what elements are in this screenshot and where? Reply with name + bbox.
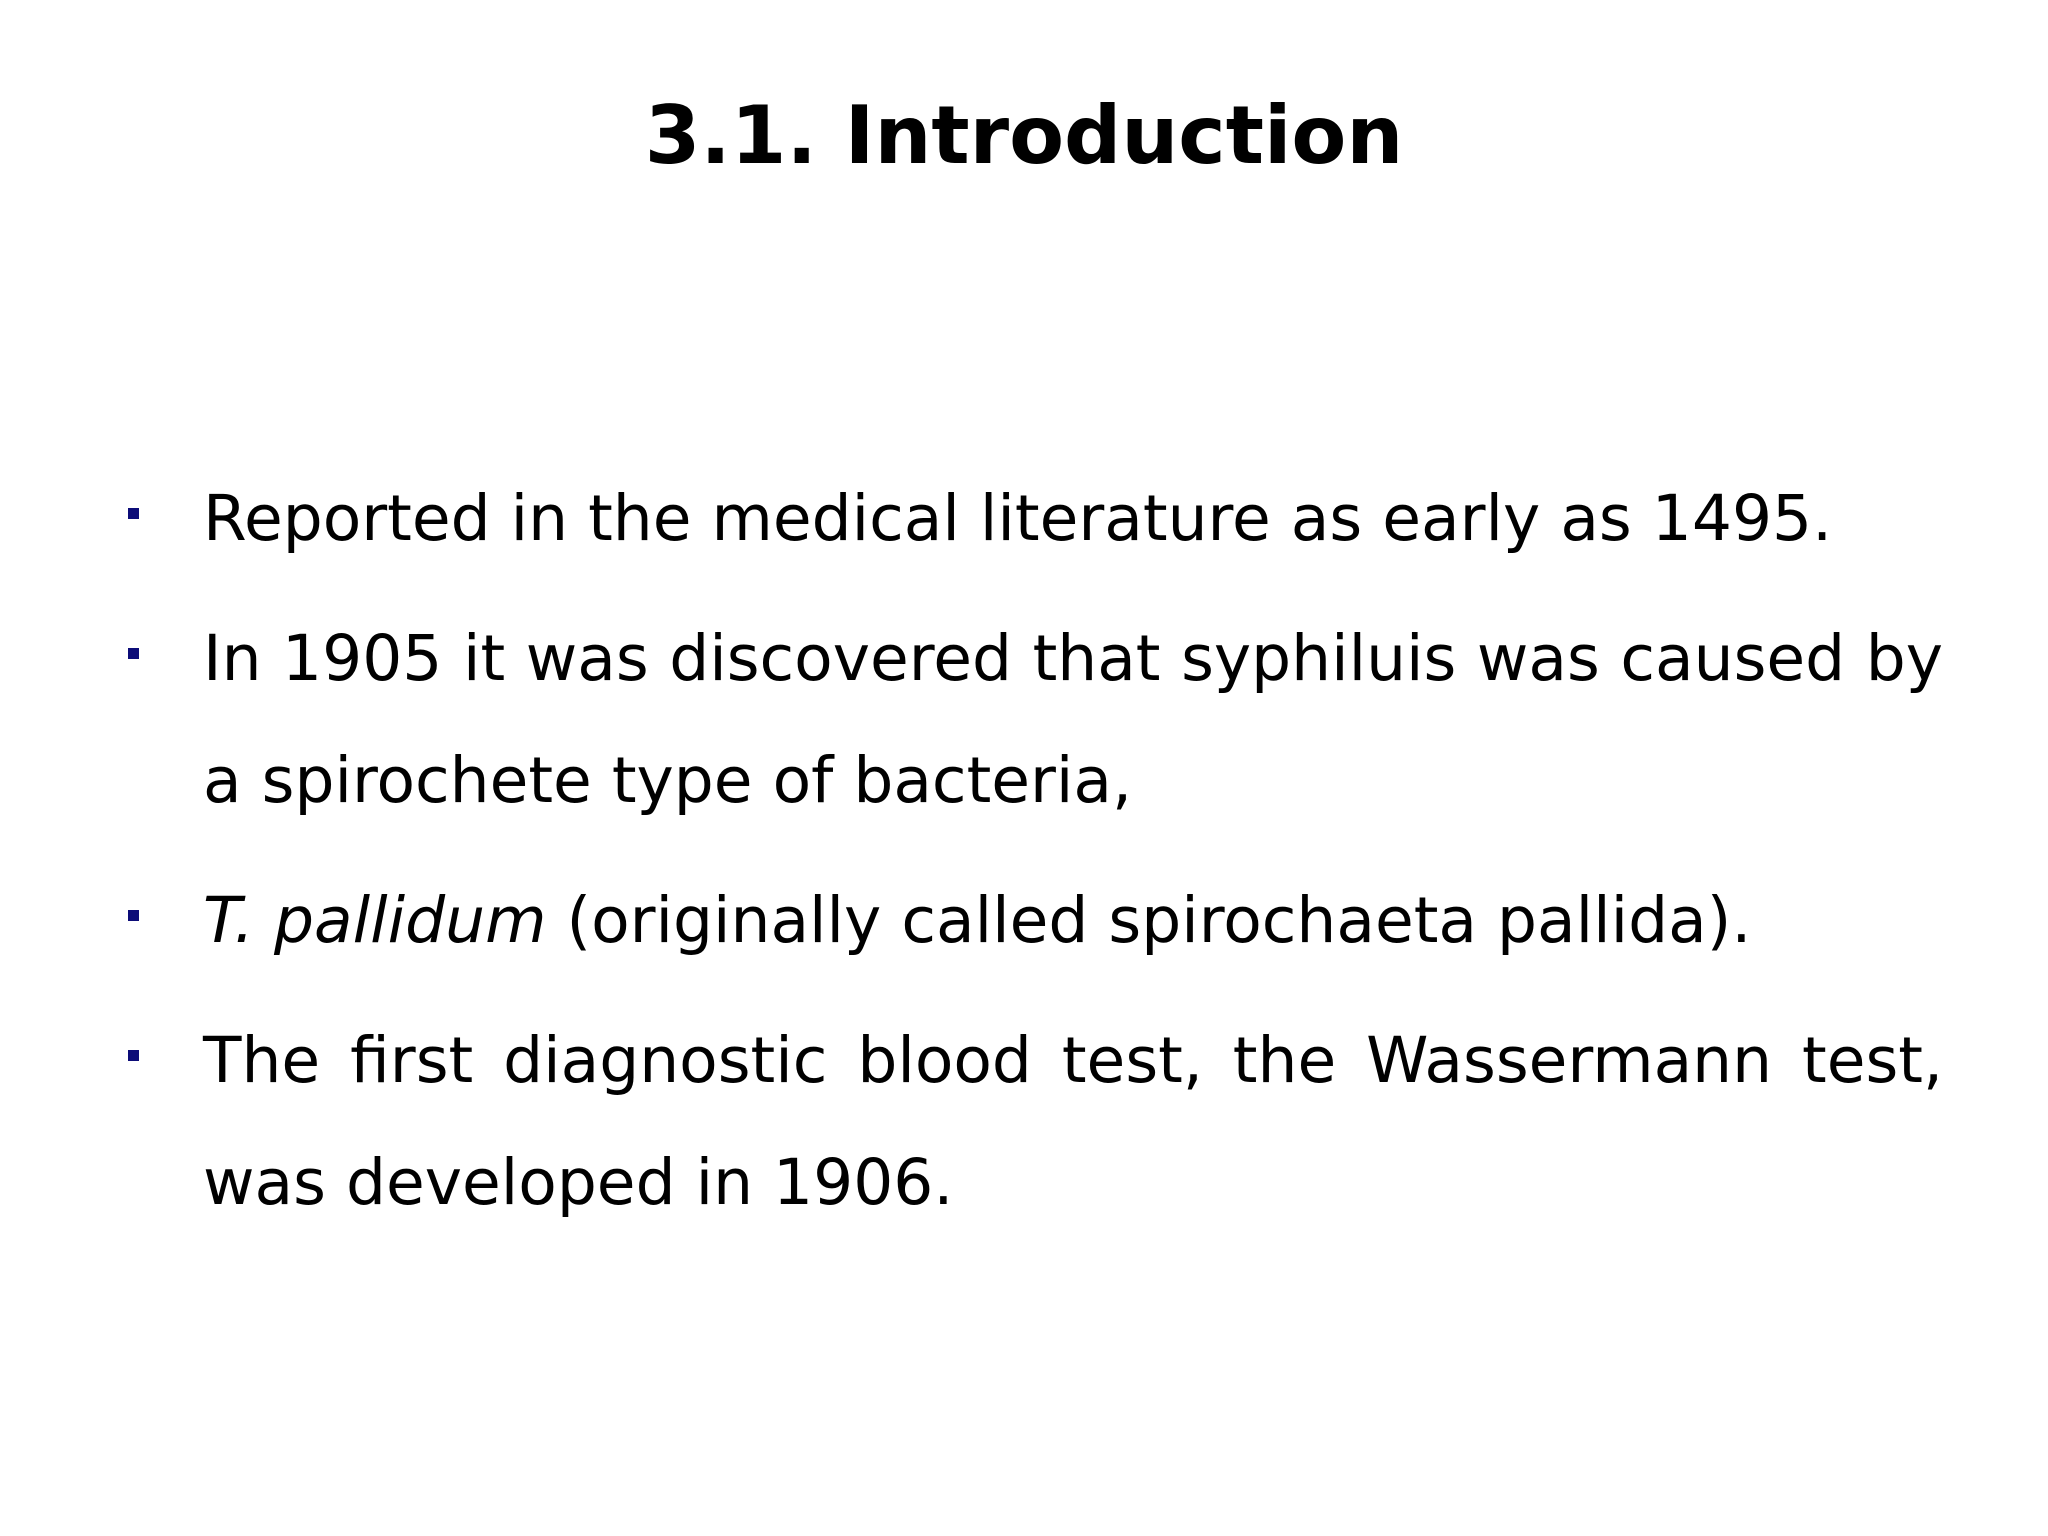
bullet-item: [0, 598, 2048, 842]
square-bullet-icon: [128, 910, 139, 921]
bullet-text: Reported in the medical literature as early as 1495.: [203, 482, 1833, 555]
bullet-text: The first diagnostic blood test, the Wassermann test, was developed in 1906.: [203, 1024, 1943, 1219]
bullet-text: In 1905 it was discovered that syphiluis was caused by a spirochete type of bacteria,: [203, 622, 1943, 817]
bullet-list: [0, 458, 2048, 1262]
square-bullet-icon: [128, 1050, 139, 1061]
square-bullet-icon: [128, 648, 139, 659]
bullet-item: [0, 458, 2048, 580]
slide-title: 3.1. Introduction: [644, 89, 1404, 182]
bullet-item: [0, 1000, 2048, 1244]
square-bullet-icon: [128, 508, 139, 519]
bullet-text-rest: (originally called spirochaeta pallida).: [546, 884, 1752, 957]
bullet-text: [203, 860, 1943, 982]
bullet-item: [0, 860, 2048, 982]
species-name: T. pallidum: [203, 884, 547, 957]
